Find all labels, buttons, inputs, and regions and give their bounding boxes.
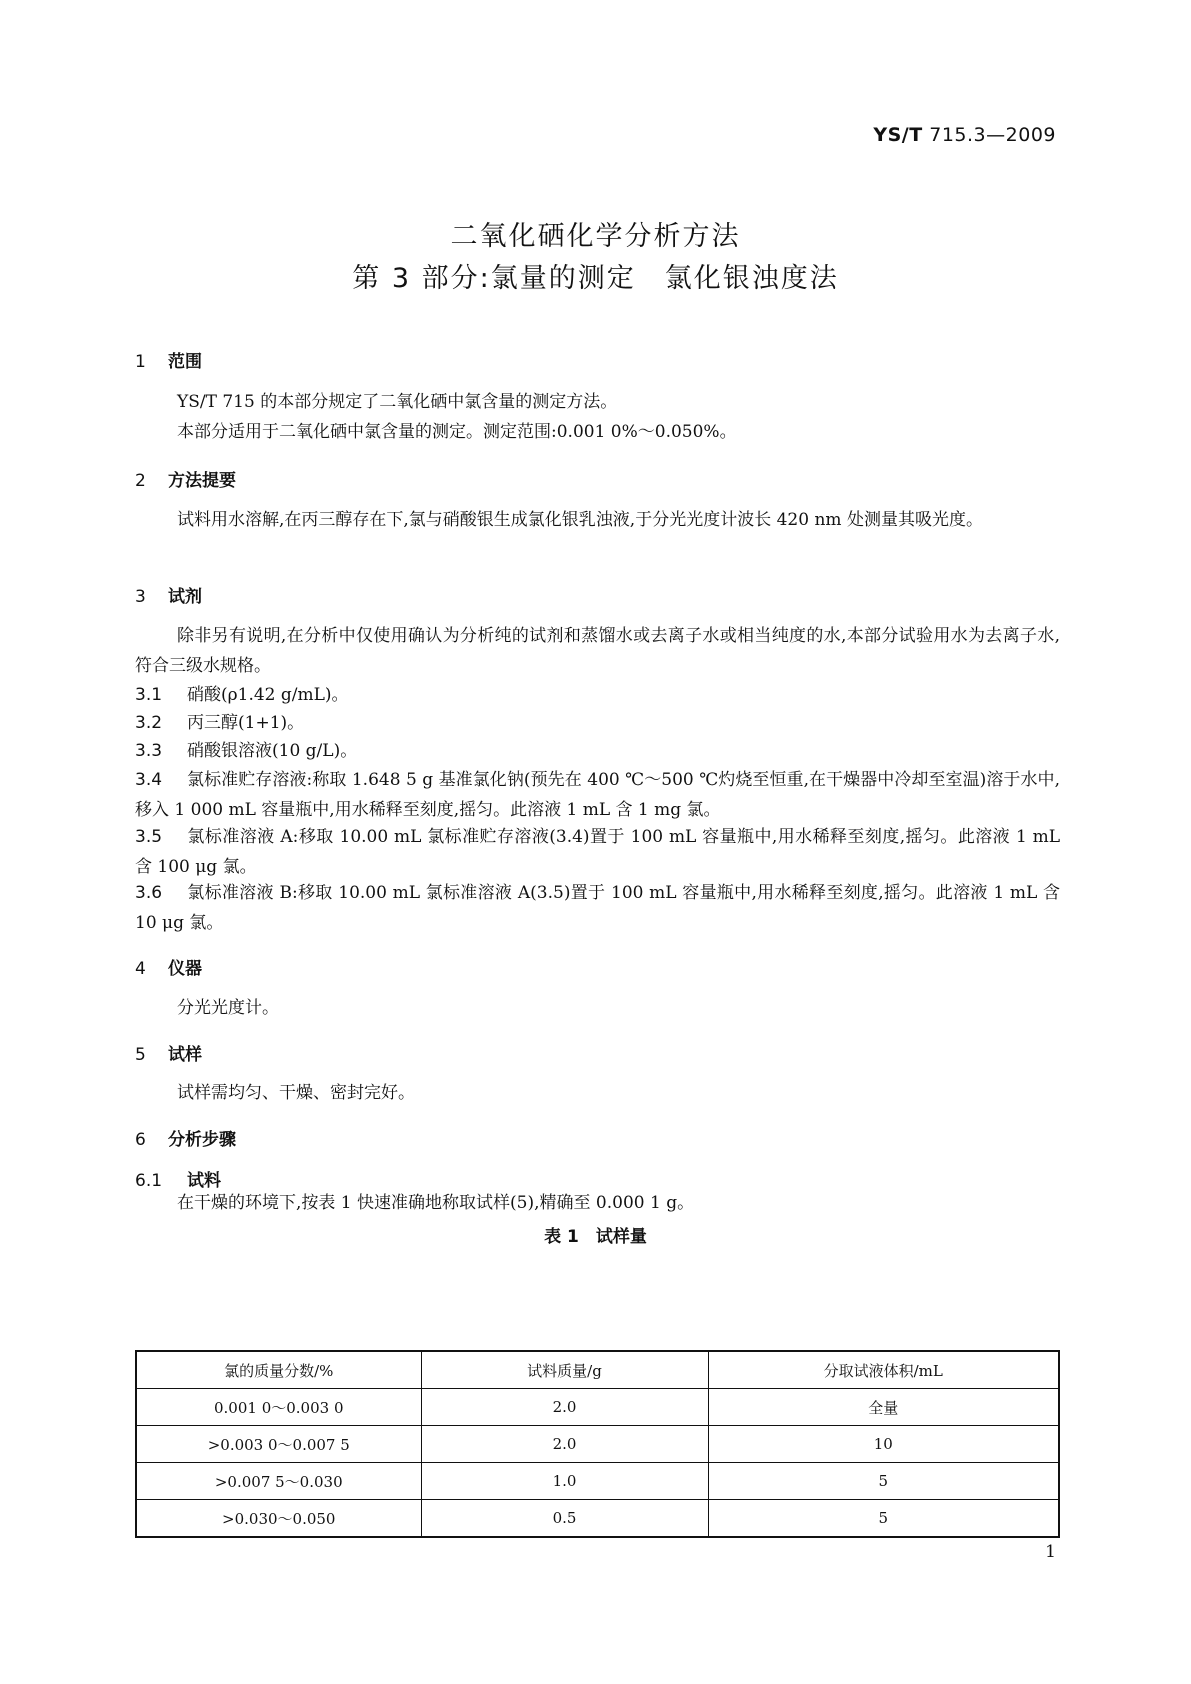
table-caption: 表 1 试样量: [544, 1227, 647, 1247]
paragraph: 试样需均匀、干燥、密封完好。: [177, 1083, 415, 1103]
list-item: 3.2 丙三醇(1+1)。: [135, 713, 305, 733]
table-row: [136, 1463, 1059, 1500]
paragraph: 分光光度计。: [177, 998, 279, 1018]
section-heading-1: 1 范围: [135, 352, 202, 372]
paragraph: 本部分适用于二氧化硒中氯含量的测定。测定范围:0.001 0%～0.050%。: [177, 422, 737, 442]
section-heading-3: 3 试剂: [135, 587, 202, 607]
table-cell: 5: [708, 1463, 1059, 1500]
list-item: 3.3 硝酸银溶液(10 g/L)。: [135, 741, 358, 761]
table-row: [136, 1389, 1059, 1426]
paragraph: YS/T 715 的本部分规定了二氧化硒中氯含量的测定方法。: [177, 392, 618, 412]
table-cell: >0.030～0.050: [136, 1500, 421, 1538]
section-heading-4: 4 仪器: [135, 959, 202, 979]
table-row: [136, 1500, 1059, 1538]
section-heading-5: 5 试样: [135, 1045, 202, 1065]
document-subtitle: 第 3 部分:氯量的测定 氯化银浊度法: [352, 263, 839, 294]
table-cell: >0.003 0～0.007 5: [136, 1426, 421, 1463]
list-item: 3.6 氯标准溶液 B:移取 10.00 mL 氯标准溶液 A(3.5)置于 100 mL 容量瓶中,用水稀释至刻度,摇匀。此溶液 1 mL 含 10 μg 氯。: [135, 883, 1060, 933]
table-cell: 全量: [708, 1389, 1059, 1426]
page-number: 1: [1045, 1542, 1056, 1562]
standard-code: YS/T 715.3—2009: [873, 124, 1056, 146]
table-cell: 5: [708, 1500, 1059, 1538]
section-heading-6: 6 分析步骤: [135, 1130, 236, 1150]
table-cell: 10: [708, 1426, 1059, 1463]
sample-amount-table: [135, 1350, 1060, 1538]
subsection-heading-6-1: 6.1 试料: [135, 1171, 221, 1191]
section-heading-2: 2 方法提要: [135, 471, 236, 491]
table-cell: 0.001 0～0.003 0: [136, 1389, 421, 1426]
table-cell: 2.0: [421, 1426, 708, 1463]
list-item: 3.5 氯标准溶液 A:移取 10.00 mL 氯标准贮存溶液(3.4)置于 100 mL 容量瓶中,用水稀释至刻度,摇匀。此溶液 1 mL 含 100 μg 氯。: [135, 827, 1060, 877]
table-cell: 2.0: [421, 1389, 708, 1426]
list-item: 3.1 硝酸(ρ1.42 g/mL)。: [135, 685, 349, 705]
paragraph: 在干燥的环境下,按表 1 快速准确地称取试样(5),精确至 0.000 1 g。: [177, 1193, 695, 1213]
list-item: 3.4 氯标准贮存溶液:称取 1.648 5 g 基准氯化钠(预先在 400 ℃～500 ℃灼烧至恒重,在干燥器中冷却至室温)溶于水中,移入 1 000 mL 容量瓶中,用水稀释至刻度,摇匀。此溶液 1 mL 含 1 mg 氯。: [135, 770, 1060, 820]
paragraph: 试料用水溶解,在丙三醇存在下,氯与硝酸银生成氯化银乳浊液,于分光光度计波长 420 nm 处测量其吸光度。: [177, 510, 983, 530]
document-title: 二氧化硒化学分析方法: [450, 221, 741, 252]
table-header-row: [136, 1351, 1059, 1389]
table-cell: 0.5: [421, 1500, 708, 1538]
table-row: [136, 1426, 1059, 1463]
column-header: 分取试液体积/mL: [708, 1351, 1059, 1389]
table-cell: >0.007 5～0.030: [136, 1463, 421, 1500]
paragraph: 除非另有说明,在分析中仅使用确认为分析纯的试剂和蒸馏水或去离子水或相当纯度的水,本部分试验用水为去离子水,符合三级水规格。: [135, 626, 1060, 676]
table-cell: 1.0: [421, 1463, 708, 1500]
column-header: 试料质量/g: [421, 1351, 708, 1389]
column-header: 氯的质量分数/%: [136, 1351, 421, 1389]
